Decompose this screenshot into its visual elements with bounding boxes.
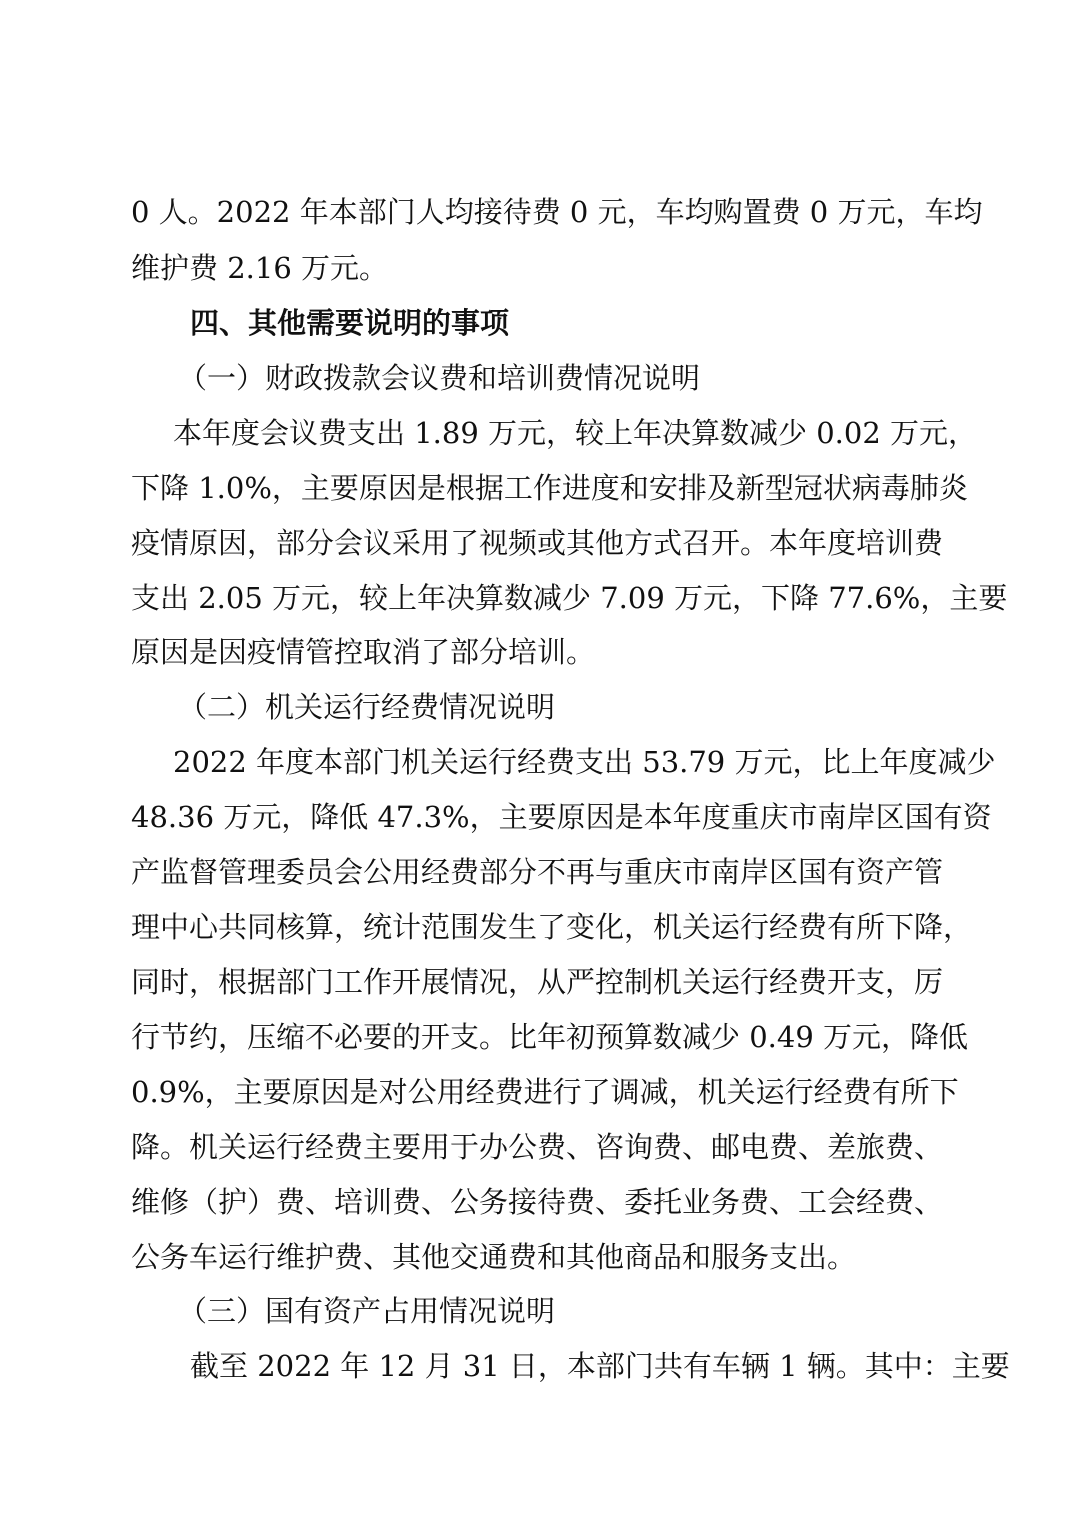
paragraph-line: 原因是因疫情管控取消了部分培训。 [131, 635, 596, 669]
paragraph-line: 行节约，压缩不必要的开支。比年初预算数减少 0.49 万元，降低 [131, 1020, 969, 1054]
section-heading: 四、其他需要说明的事项 [190, 306, 510, 340]
paragraph-line: 2022 年度本部门机关运行经费支出 53.79 万元，比上年度减少 [173, 745, 996, 779]
paragraph-line: 同时，根据部门工作开展情况，从严控制机关运行经费开支，厉 [131, 965, 944, 999]
paragraph-line: 下降 1.0%，主要原因是根据工作进度和安排及新型冠状病毒肺炎 [131, 471, 968, 505]
subsection-heading: （一）财政拨款会议费和培训费情况说明 [178, 361, 701, 395]
subsection-heading: （三）国有资产占用情况说明 [178, 1294, 556, 1328]
paragraph-line: 理中心共同核算，统计范围发生了变化，机关运行经费有所下降， [131, 910, 973, 944]
paragraph-line: 降。机关运行经费主要用于办公费、咨询费、邮电费、差旅费、 [131, 1130, 944, 1164]
paragraph-line: 本年度会议费支出 1.89 万元，较上年决算数减少 0.02 万元， [173, 416, 978, 450]
paragraph-line: 疫情原因，部分会议采用了视频或其他方式召开。本年度培训费 [131, 526, 944, 560]
paragraph-line: 产监督管理委员会公用经费部分不再与重庆市南岸区国有资产管 [131, 855, 944, 889]
paragraph-line: 截至 2022 年 12 月 31 日，本部门共有车辆 1 辆。其中：主要 [190, 1349, 1010, 1383]
paragraph-line: 公务车运行维护费、其他交通费和其他商品和服务支出。 [131, 1240, 857, 1274]
paragraph-line: 维护费 2.16 万元。 [131, 251, 389, 285]
paragraph-line: 48.36 万元，降低 47.3%，主要原因是本年度重庆市南岸区国有资 [131, 800, 992, 834]
paragraph-line: 0.9%，主要原因是对公用经费进行了调减，机关运行经费有所下 [131, 1075, 959, 1109]
subsection-heading: （二）机关运行经费情况说明 [178, 690, 556, 724]
paragraph-line: 维修（护）费、培训费、公务接待费、委托业务费、工会经费、 [131, 1185, 944, 1219]
paragraph-line: 0 人。2022 年本部门人均接待费 0 元，车均购置费 0 万元，车均 [131, 195, 983, 229]
paragraph-line: 支出 2.05 万元，较上年决算数减少 7.09 万元，下降 77.6%，主要 [131, 581, 1008, 615]
